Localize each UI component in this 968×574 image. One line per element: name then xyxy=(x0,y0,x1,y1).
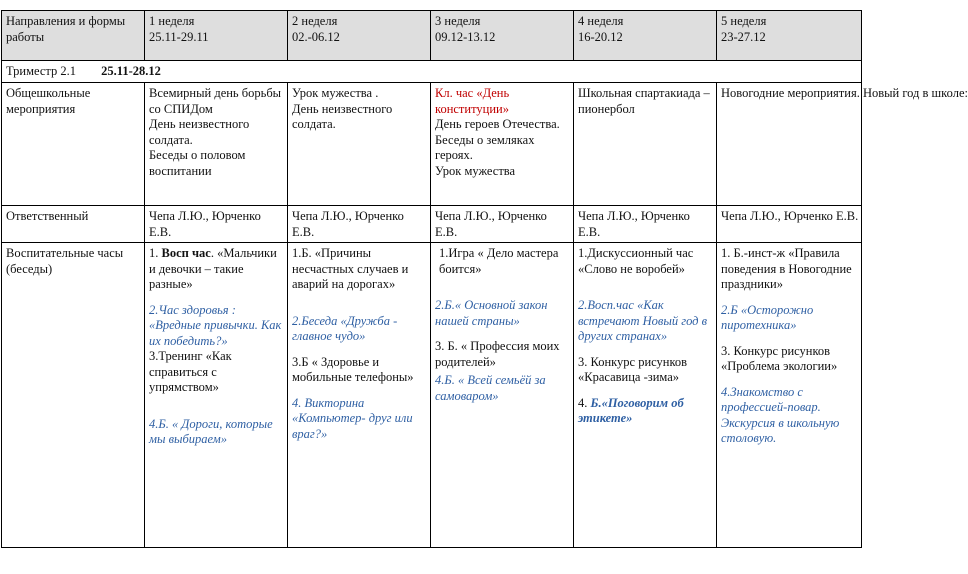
header-directions: Направления и формы работы xyxy=(2,11,145,61)
hours-week-4 xyxy=(574,243,717,548)
header-week-5: 5 неделя 23-27.12 xyxy=(717,11,862,61)
trimester-cell xyxy=(2,61,862,83)
list-item: 4. Б.«Поговорим об этикете» xyxy=(578,395,684,425)
hours-week-3 xyxy=(431,243,574,548)
list-item: 3. Конкурс рисунков «Проблема экологии» xyxy=(721,343,838,373)
list-item: 4. Викторина «Компьютер- друг или враг?» xyxy=(292,395,413,441)
events-row xyxy=(2,83,862,206)
list-item: 2.Б «Осторожно пиротехника» xyxy=(721,302,814,332)
hours-label: Воспитательные часы (беседы) xyxy=(2,243,145,548)
header-week-1: 1 неделя 25.11-29.11 xyxy=(145,11,288,61)
hours-week-1 xyxy=(145,243,288,548)
events-week-1: Всемирный день борьбы со СПИДом День неизвестного солдата. Беседы о половом воспитании xyxy=(145,83,288,206)
list-item: 1.Дискуссионный час «Слово не воробей» xyxy=(578,246,694,276)
responsible-week-2: Чепа Л.Ю., Юрченко Е.В. xyxy=(288,206,431,243)
hours-week-5 xyxy=(717,243,862,548)
responsible-week-4: Чепа Л.Ю., Юрченко Е.В. xyxy=(574,206,717,243)
events-week-3: Кл. час «День конституции» День героев Отечества. Беседы о земляках героях. Урок мужества xyxy=(431,83,574,206)
list-item: 4.Знакомство с профессией-повар. Экскурсия в школьную столовую. xyxy=(721,384,840,445)
trimester-label: Триместр 2.1 xyxy=(6,64,77,78)
trimester-row xyxy=(2,61,862,83)
responsible-row xyxy=(2,206,862,243)
list-item: 2.Час здоровья : «Вредные привычки. Как их победить?» xyxy=(149,302,282,348)
list-item: 1.Б. «Причины несчастных случаев и аварий на дорогах» xyxy=(292,246,409,291)
hours-row xyxy=(2,243,862,548)
list-item: 1. Восп час. «Мальчики и девочки – такие разные» xyxy=(149,246,277,291)
list-item: 2.Б.« Основной закон нашей страны» xyxy=(435,298,548,328)
header-row xyxy=(2,11,862,61)
events-week-4: Школьная спартакиада – пионербол xyxy=(574,83,717,206)
header-week-2: 2 неделя 02.-06.12 xyxy=(288,11,431,61)
list-item: 4.Б. « Всей семьёй за самоваром» xyxy=(435,373,546,403)
responsible-label: Ответственный xyxy=(2,206,145,243)
list-item: 3.Тренинг «Как справиться с упрямством» xyxy=(149,349,232,394)
list-item: 1. Б.-инст-ж «Правила поведения в Новогодние праздники» xyxy=(721,246,852,291)
events-label: Общешкольные мероприятия xyxy=(2,83,145,206)
responsible-week-5: Чепа Л.Ю., Юрченко Е.В. xyxy=(717,206,862,243)
list-item: 2.Восп.час «Как встречают Новый год в других странах» xyxy=(578,298,708,343)
events-week-5: Новогодние мероприятия. Новый год в школе: xyxy=(717,83,862,206)
list-item: 3. Конкурс рисунков «Красавица -зима» xyxy=(578,354,688,384)
plan-table xyxy=(1,10,968,548)
hours-week-2 xyxy=(288,243,431,548)
constitution-day-item: Кл. час «День конституции» xyxy=(435,86,510,116)
list-item: 3.Б « Здоровье и мобильные телефоны» xyxy=(292,354,414,384)
header-week-4: 4 неделя 16-20.12 xyxy=(574,11,717,61)
trimester-dates: 25.11-28.12 xyxy=(101,64,161,78)
events-week-2: Урок мужества . День неизвестного солдата. xyxy=(288,83,431,206)
list-item: 3. Б. « Профессия моих родителей» xyxy=(435,339,560,369)
responsible-week-3: Чепа Л.Ю., Юрченко Е.В. xyxy=(431,206,574,243)
list-item: 1.Игра « Дело мастера боится» xyxy=(439,246,559,276)
responsible-week-1: Чепа Л.Ю., Юрченко Е.В. xyxy=(145,206,288,243)
list-item: 4.Б. « Дороги, которые мы выбираем» xyxy=(149,416,273,446)
list-item: 2.Беседа «Дружба - главное чудо» xyxy=(292,313,398,343)
header-week-3: 3 неделя 09.12-13.12 xyxy=(431,11,574,61)
